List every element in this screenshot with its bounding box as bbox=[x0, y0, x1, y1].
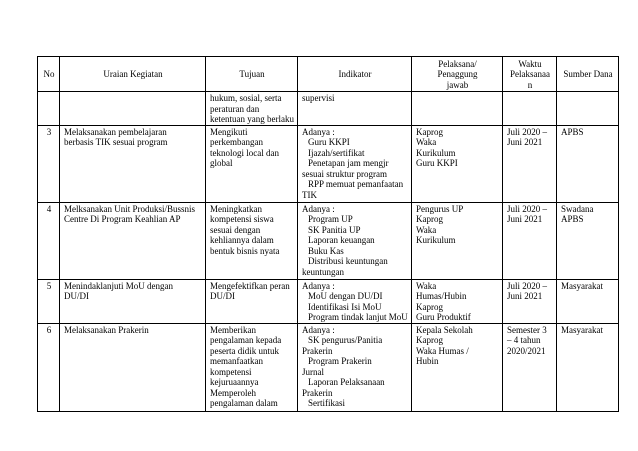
waktu-line: Juni 2021 bbox=[506, 291, 543, 301]
tujuan-line: memanfaatkan bbox=[210, 356, 263, 366]
waktu-line: Juni 2021 bbox=[506, 214, 543, 224]
table-row bbox=[38, 323, 619, 411]
cell-uraian bbox=[60, 125, 206, 202]
table-row bbox=[38, 202, 619, 279]
waktu-line: Semester 3 bbox=[506, 324, 547, 335]
pelaksana-line: Kaprog bbox=[415, 126, 443, 137]
cell-tujuan bbox=[206, 125, 298, 202]
pelaksana-line: Waka bbox=[415, 137, 437, 147]
waktu-line: 2020/2021 bbox=[506, 345, 546, 356]
tujuan-line: Memperoleh bbox=[210, 387, 256, 398]
tujuan-line: pengalaman kepada bbox=[210, 335, 282, 345]
sumber-line: Masyarakat bbox=[560, 324, 603, 335]
header-waktu bbox=[502, 57, 556, 92]
header-waktu-line: n bbox=[527, 79, 533, 90]
indikator-line: Prakerin bbox=[301, 387, 333, 398]
cell-waktu bbox=[502, 279, 556, 323]
pelaksana-line: Kaprog bbox=[415, 335, 443, 345]
indikator-line: Laporan keuangan bbox=[307, 235, 375, 245]
tujuan-line: bentuk bisnis nyata bbox=[210, 245, 280, 256]
indikator-line: Program tindak lanjut MoU bbox=[307, 312, 408, 322]
uraian-line: Melaksanakan Prakerin bbox=[64, 324, 149, 335]
uraian-line: Menindaklanjuti MoU dengan bbox=[64, 280, 173, 291]
cell-sumber bbox=[556, 92, 618, 126]
uraian-line: berbasis TIK sesuai program bbox=[64, 137, 168, 147]
cell-no: 3 bbox=[38, 125, 60, 202]
indikator-line: MoU dengan DU/DI bbox=[307, 291, 383, 301]
header-sumber: Sumber Dana bbox=[556, 57, 618, 92]
tujuan-line: sesuai dengan bbox=[210, 224, 261, 235]
cell-indikator bbox=[297, 202, 411, 279]
indikator-line: Guru KKPI bbox=[307, 137, 350, 147]
pelaksana-line: Guru KKPI bbox=[415, 158, 458, 168]
tujuan-line: ketentuan yang berlaku bbox=[210, 114, 294, 124]
cell-uraian bbox=[60, 323, 206, 411]
waktu-line: Juni 2021 bbox=[506, 137, 543, 147]
indikator-line: Adanya : bbox=[301, 203, 335, 214]
uraian-line: DU/DI bbox=[64, 291, 89, 301]
indikator-line: Program UP bbox=[307, 214, 353, 224]
pelaksana-line: Hubin bbox=[415, 356, 439, 366]
cell-tujuan bbox=[206, 202, 298, 279]
cell-tujuan bbox=[206, 279, 298, 323]
tujuan-line: Mengikuti bbox=[210, 126, 248, 137]
cell-pelaksana bbox=[411, 92, 502, 126]
waktu-line: – 4 tahun bbox=[506, 335, 541, 345]
header-tujuan: Tujuan bbox=[206, 57, 298, 92]
cell-sumber bbox=[556, 202, 618, 279]
pelaksana-line: Kurikulum bbox=[415, 235, 456, 245]
indikator-line: Laporan Pelaksanaan bbox=[307, 377, 385, 387]
tujuan-line: peraturan dan bbox=[210, 103, 260, 114]
cell-pelaksana bbox=[411, 323, 502, 411]
header-pelaksana-line: jawab bbox=[446, 79, 469, 90]
indikator-line: Adanya : bbox=[301, 126, 335, 137]
indikator-line: Jurnal bbox=[301, 366, 324, 377]
tujuan-line: hukum, sosial, serta bbox=[210, 93, 282, 103]
tujuan-line: Mengefektifkan peran bbox=[210, 280, 290, 291]
waktu-line: Juli 2020 – bbox=[506, 280, 547, 291]
cell-sumber bbox=[556, 125, 618, 202]
cell-waktu bbox=[502, 202, 556, 279]
indikator-line: Identifikasi Isi MoU bbox=[307, 301, 382, 312]
pelaksana-line: Kepala Sekolah bbox=[415, 324, 473, 335]
table-row bbox=[38, 92, 619, 126]
tujuan-line: Memberikan bbox=[210, 324, 256, 335]
tujuan-line: teknologi local dan bbox=[210, 147, 279, 158]
tujuan-line: perkembangan bbox=[210, 137, 263, 147]
tujuan-line: kejuruaannya bbox=[210, 377, 259, 387]
cell-uraian bbox=[60, 92, 206, 126]
table-row bbox=[38, 279, 619, 323]
sumber-line: Masyarakat bbox=[560, 280, 603, 291]
waktu-line: Juli 2020 – bbox=[506, 203, 547, 214]
sumber-line: Swadana bbox=[560, 203, 594, 214]
cell-tujuan bbox=[206, 92, 298, 126]
table-row bbox=[38, 125, 619, 202]
pelaksana-line: Waka bbox=[415, 224, 437, 235]
indikator-line: Program Prakerin bbox=[307, 356, 372, 366]
uraian-line: Centre Di Program Keahlian AP bbox=[64, 214, 181, 224]
pelaksana-line: Guru Produktif bbox=[415, 312, 471, 322]
tujuan-line: kompetensi siswa bbox=[210, 214, 274, 224]
header-pelaksana-line: Pelaksana/ bbox=[438, 58, 477, 69]
indikator-line: Penetapan jam mengjr bbox=[307, 158, 389, 168]
indikator-line: Distribusi keuntungan bbox=[307, 256, 388, 266]
pelaksana-line: Waka bbox=[415, 280, 437, 291]
indikator-line: Adanya : bbox=[301, 324, 335, 335]
cell-no bbox=[38, 92, 60, 126]
cell-indikator bbox=[297, 323, 411, 411]
sumber-line: APBS bbox=[560, 126, 584, 137]
cell-waktu bbox=[502, 92, 556, 126]
pelaksana-line: Pengurus UP bbox=[415, 203, 464, 214]
waktu-line: Juli 2020 – bbox=[506, 126, 547, 137]
cell-uraian bbox=[60, 279, 206, 323]
header-uraian: Uraian Kegiatan bbox=[60, 57, 206, 92]
tujuan-line: DU/DI bbox=[210, 291, 235, 301]
pelaksana-line: Kaprog bbox=[415, 214, 443, 224]
cell-sumber bbox=[556, 323, 618, 411]
sumber-line: APBS bbox=[560, 214, 584, 224]
uraian-line: Melaksanakan pembelajaran bbox=[64, 126, 167, 137]
tujuan-line: kehliannya dalam bbox=[210, 235, 274, 245]
indikator-line: supervisi bbox=[301, 93, 335, 103]
tujuan-line: global bbox=[210, 158, 233, 168]
activity-table bbox=[37, 56, 619, 412]
header-waktu-line: Pelaksanaa bbox=[509, 69, 550, 80]
pelaksana-line: Kurikulum bbox=[415, 147, 456, 158]
uraian-line: Melksanakan Unit Produksi/Bussnis bbox=[64, 203, 196, 214]
cell-sumber bbox=[556, 279, 618, 323]
indikator-line: sesuai struktur program bbox=[301, 168, 387, 179]
header-pelaksana bbox=[411, 57, 502, 92]
cell-tujuan bbox=[206, 323, 298, 411]
header-no: No bbox=[38, 57, 60, 92]
cell-indikator bbox=[297, 92, 411, 126]
cell-indikator bbox=[297, 279, 411, 323]
cell-indikator bbox=[297, 125, 411, 202]
indikator-line: Prakerin bbox=[301, 345, 333, 356]
header-row bbox=[38, 57, 619, 92]
indikator-line: keuntungan bbox=[301, 266, 344, 277]
tujuan-line: peserta didik untuk bbox=[210, 345, 279, 356]
cell-no: 4 bbox=[38, 202, 60, 279]
header-indikator: Indikator bbox=[297, 57, 411, 92]
indikator-line: TIK bbox=[301, 189, 317, 200]
indikator-line: Sertifikasi bbox=[307, 398, 345, 408]
tujuan-line: kompetensi bbox=[210, 366, 252, 377]
indikator-line: Adanya : bbox=[301, 280, 335, 291]
cell-pelaksana bbox=[411, 125, 502, 202]
cell-pelaksana bbox=[411, 279, 502, 323]
indikator-line: SK Panitia UP bbox=[307, 224, 361, 235]
cell-pelaksana bbox=[411, 202, 502, 279]
indikator-line: Buku Kas bbox=[307, 245, 344, 256]
indikator-line: SK pengurus/Panitia bbox=[307, 335, 383, 345]
tujuan-line: pengalaman dalam bbox=[210, 398, 278, 408]
pelaksana-line: Kaprog bbox=[415, 301, 443, 312]
pelaksana-line: Humas/Hubin bbox=[415, 291, 467, 301]
cell-uraian bbox=[60, 202, 206, 279]
tujuan-line: Meningkatkan bbox=[210, 203, 262, 214]
cell-waktu bbox=[502, 125, 556, 202]
indikator-line: Ijazah/sertifikat bbox=[307, 147, 365, 158]
cell-no: 6 bbox=[38, 323, 60, 411]
pelaksana-line: Waka Humas / bbox=[415, 345, 469, 356]
header-pelaksana-line: Penaggung bbox=[437, 69, 478, 80]
header-waktu-line: Waktu bbox=[518, 58, 542, 69]
indikator-line: RPP memuat pemanfaatan bbox=[307, 179, 404, 189]
cell-no: 5 bbox=[38, 279, 60, 323]
cell-waktu bbox=[502, 323, 556, 411]
